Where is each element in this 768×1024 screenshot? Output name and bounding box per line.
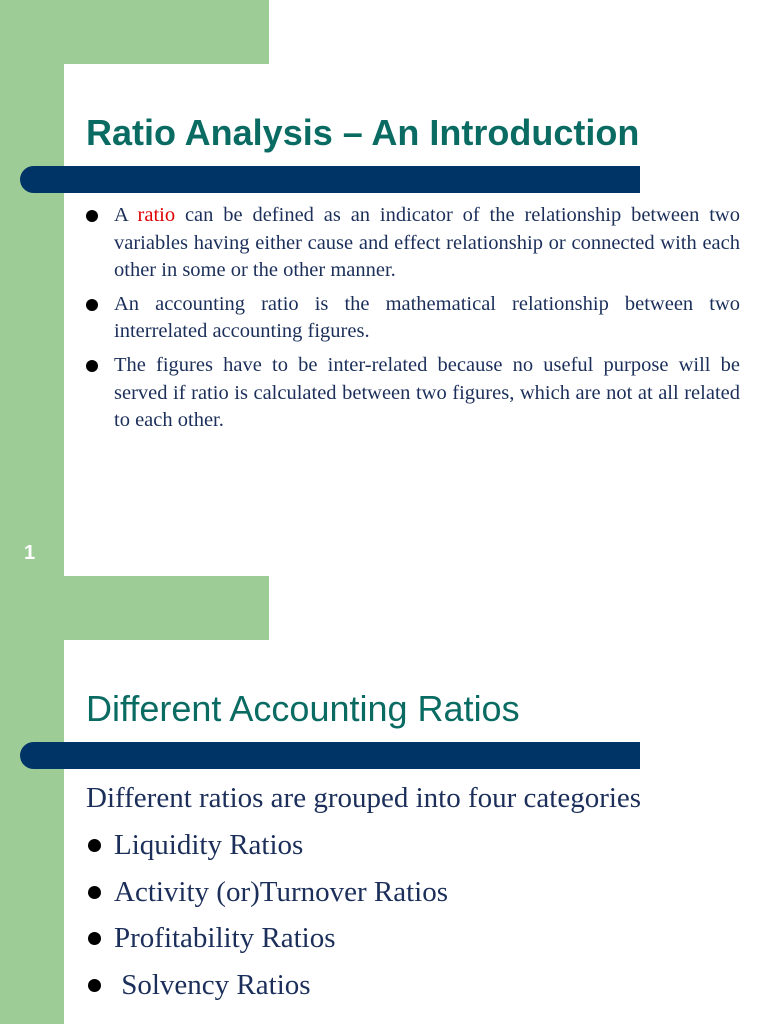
category-item: Profitability Ratios — [86, 922, 740, 969]
title-rule — [20, 166, 640, 193]
slide-corner — [64, 640, 104, 680]
slide-top-block — [64, 0, 269, 64]
bullet-text: An accounting ratio is the mathematical relationship between two interrelated accounting figures. — [114, 292, 740, 343]
category-item: Liquidity Ratios — [86, 829, 740, 876]
category-item: Solvency Ratios — [86, 969, 740, 1016]
highlighted-term: ratio — [137, 204, 176, 226]
bullet-text: can be defined as an indicator of the relationship between two variables having either cause and effect relationship or connected with each other in some or the other manner. — [114, 204, 740, 282]
bullet-text: A — [114, 204, 138, 226]
bullet-item — [86, 291, 740, 346]
slide-title: Ratio Analysis – An Introduction — [86, 112, 640, 153]
category-item: Activity (or)Turnover Ratios — [86, 876, 740, 923]
slide-title: Different Accounting Ratios — [86, 688, 520, 729]
slide-side-bar — [0, 576, 64, 1024]
intro-text: Different ratios are grouped into four categories — [86, 782, 642, 814]
bullet-item — [86, 202, 740, 285]
slide-corner — [64, 64, 104, 104]
bullet-item — [86, 352, 740, 435]
slide-number: 1 — [24, 542, 36, 564]
category-list — [86, 829, 740, 1015]
slide-2 — [0, 576, 768, 1024]
bullet-list — [86, 202, 740, 441]
bullet-text: The figures have to be inter-related because no useful purpose will be served if ratio is calculated between two figures, which are not at all related to each other. — [114, 353, 740, 432]
slide-top-block — [64, 576, 269, 640]
slide-side-bar — [0, 0, 64, 576]
title-rule — [20, 742, 640, 769]
